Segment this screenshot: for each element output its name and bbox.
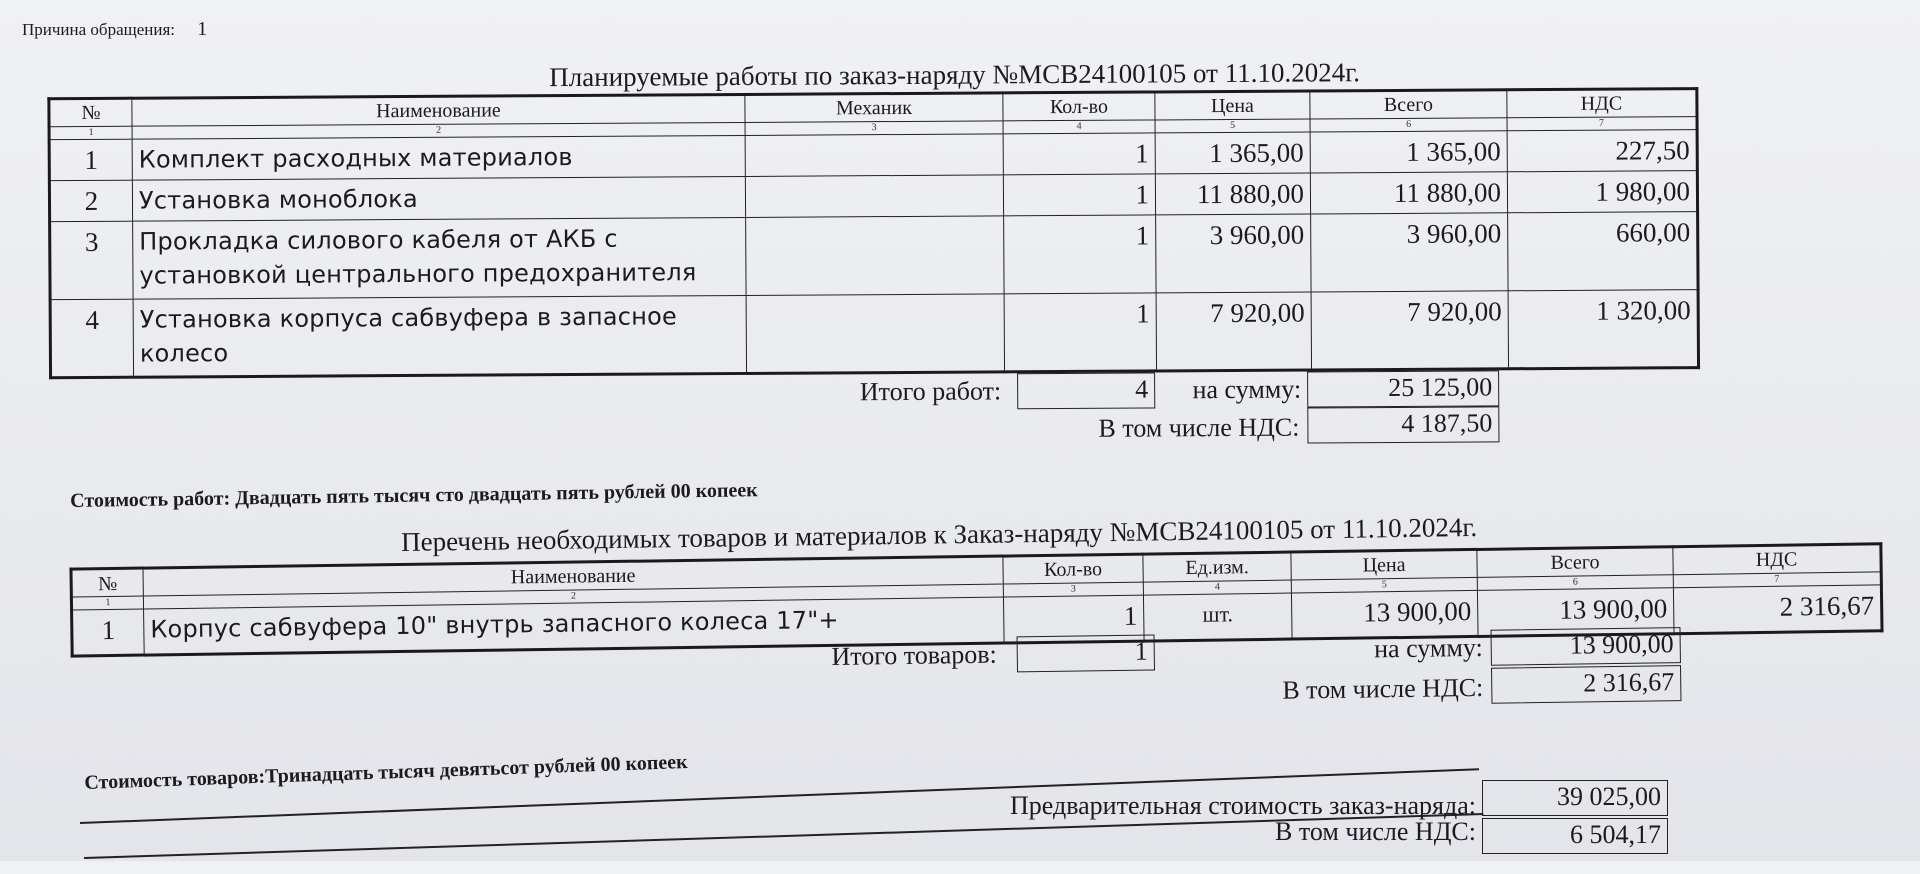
works-total-label: Итого работ: xyxy=(859,376,1002,407)
goods-title: Перечень необходимых товаров и материалов к Заказ-наряду №МСВ24100105 от 11.10.2024г. xyxy=(400,511,1478,557)
goods-sum-value: 13 900,00 xyxy=(1490,627,1680,666)
works-colnum: 7 xyxy=(1507,117,1697,131)
work-qty: 1 xyxy=(1003,133,1155,175)
goods-total-count: 1 xyxy=(1017,634,1155,672)
works-colnum: 4 xyxy=(1003,120,1155,134)
works-header-price: Цена xyxy=(1155,91,1310,120)
works-colnum: 5 xyxy=(1155,119,1310,133)
work-name: Установка моноблока xyxy=(132,176,745,221)
goods-sum-label: на сумму: xyxy=(1373,632,1483,664)
work-name: Комплект расходных материалов xyxy=(132,135,745,180)
goods-unit: шт. xyxy=(1143,593,1292,641)
works-header-no: № xyxy=(49,98,132,127)
works-colnum: 6 xyxy=(1310,118,1507,132)
work-vat: 227,50 xyxy=(1507,130,1697,172)
goods-total-label: Итого товаров: xyxy=(831,639,997,671)
work-qty: 1 xyxy=(1003,174,1155,216)
work-qty: 1 xyxy=(1004,293,1156,372)
goods-colnum: 3 xyxy=(1003,582,1143,597)
summary-prelim-value: 39 025,00 xyxy=(1482,780,1668,816)
work-name: Прокладка силового кабеля от АКБ с установкой центрального предохранителя xyxy=(133,217,746,299)
work-total: 1 365,00 xyxy=(1310,131,1507,173)
works-header-total: Всего xyxy=(1310,90,1507,119)
goods-header-price: Цена xyxy=(1291,549,1477,580)
works-header-qty: Кол-во xyxy=(1003,92,1155,121)
summary-vat-value: 6 504,17 xyxy=(1482,818,1668,854)
goods-header-no: № xyxy=(71,568,143,597)
work-total: 3 960,00 xyxy=(1311,213,1508,292)
goods-header-qty: Кол-во xyxy=(1003,554,1143,584)
work-vat: 1 320,00 xyxy=(1508,290,1698,369)
work-name: Установка корпуса сабвуфера в запасное колесо xyxy=(133,295,746,377)
goods-cost-text: Стоимость товаров:Тринадцать тысяч девятьсот рублей 00 копеек xyxy=(84,750,688,794)
goods-vat-value: 2 316,67 xyxy=(1491,665,1681,704)
work-vat: 1 980,00 xyxy=(1507,171,1697,213)
goods-vat: 2 316,67 xyxy=(1673,585,1882,634)
goods-price: 13 900,00 xyxy=(1291,590,1478,639)
goods-header-total: Всего xyxy=(1477,547,1673,578)
work-price: 1 365,00 xyxy=(1155,132,1310,174)
works-colnum: 1 xyxy=(49,126,132,140)
work-total: 11 880,00 xyxy=(1310,172,1507,214)
work-price: 3 960,00 xyxy=(1156,214,1311,293)
work-qty: 1 xyxy=(1004,215,1156,294)
work-no: 1 xyxy=(49,139,132,181)
work-vat: 660,00 xyxy=(1508,212,1698,291)
goods-qty: 1 xyxy=(1003,595,1144,643)
works-total-count: 4 xyxy=(1017,372,1155,409)
goods-colnum: 2 xyxy=(143,584,1003,609)
works-header-mechanic: Механик xyxy=(745,93,1003,123)
works-sum-label: на сумму: xyxy=(1192,374,1302,405)
work-no: 4 xyxy=(50,299,133,378)
goods-header-name: Наименование xyxy=(143,556,1003,596)
goods-vat-label: В том числе НДС: xyxy=(1282,672,1484,705)
goods-colnum: 7 xyxy=(1673,572,1881,588)
work-price: 7 920,00 xyxy=(1156,292,1311,371)
goods-header-vat: НДС xyxy=(1673,544,1881,575)
works-vat-value: 4 187,50 xyxy=(1307,406,1499,443)
works-header-vat: НДС xyxy=(1507,89,1697,118)
reason-value: 1 xyxy=(197,18,208,40)
works-header-name: Наименование xyxy=(132,94,745,126)
reason-label: Причина обращения: xyxy=(22,20,175,39)
goods-colnum: 5 xyxy=(1291,577,1477,593)
work-price: 11 880,00 xyxy=(1155,173,1310,215)
goods-header-unit: Ед.изм. xyxy=(1143,552,1291,582)
works-sum-value: 25 125,00 xyxy=(1307,370,1499,407)
work-total: 7 920,00 xyxy=(1311,291,1508,370)
goods-no: 1 xyxy=(72,609,145,656)
goods-colnum: 4 xyxy=(1143,580,1291,595)
works-title: Планируемые работы по заказ-наряду №МСВ24100105 от 11.10.2024г. xyxy=(549,57,1361,93)
works-colnum: 3 xyxy=(745,121,1003,136)
goods-colnum: 6 xyxy=(1477,575,1673,591)
works-cost-text: Стоимость работ: Двадцать пять тысяч сто двадцать пять рублей 00 копеек xyxy=(70,479,758,512)
work-no: 3 xyxy=(50,221,133,300)
works-colnum: 2 xyxy=(132,122,745,139)
works-vat-label: В том числе НДС: xyxy=(1098,412,1300,443)
goods-colnum: 1 xyxy=(71,596,143,610)
work-no: 2 xyxy=(49,180,132,222)
goods-name: Корпус сабвуфера 10" внутрь запасного колеса 17"+ xyxy=(144,597,1005,655)
summary-prelim-label: Предварительная стоимость заказ-наряда: xyxy=(1010,791,1476,820)
goods-total: 13 900,00 xyxy=(1477,588,1674,637)
summary-vat-label: В том числе НДС: xyxy=(1275,817,1476,846)
